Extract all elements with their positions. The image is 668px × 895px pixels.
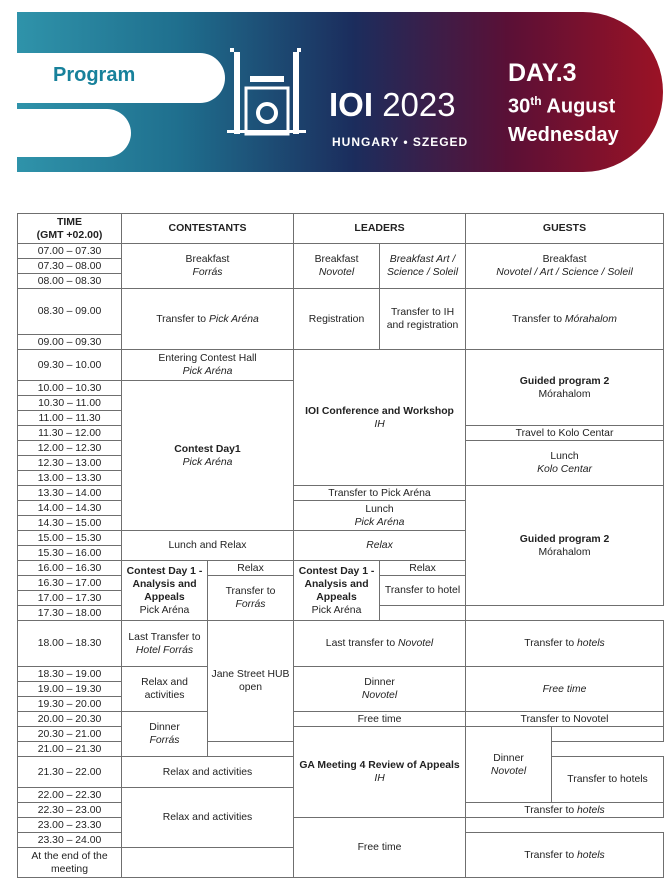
contestants-analysis: Contest Day 1 - Analysis and Appeals Pick Aréna bbox=[122, 561, 208, 621]
header-banner bbox=[17, 12, 663, 172]
day-weekday: Wednesday bbox=[508, 123, 619, 146]
guests-free-time2: Free time bbox=[294, 818, 466, 878]
time-cell: 07.30 – 08.00 bbox=[18, 259, 122, 274]
leaders-transfer-pick: Transfer to Pick Aréna bbox=[294, 486, 466, 501]
guests-lunch: Lunch Kolo Centar bbox=[466, 441, 664, 486]
day-number: DAY.3 bbox=[508, 59, 577, 87]
logo-text: IOI 2023 bbox=[329, 86, 456, 123]
day-date: 30th August bbox=[508, 94, 616, 118]
time-cell: 16.00 – 16.30 bbox=[18, 561, 122, 576]
day-block bbox=[508, 59, 619, 149]
contestants-relax: Relax bbox=[208, 561, 294, 576]
time-cell: 19.30 – 20.00 bbox=[18, 697, 122, 712]
time-cell: 15.00 – 15.30 bbox=[18, 531, 122, 546]
leaders-transfer-hotels: Transfer to hotels bbox=[466, 833, 664, 878]
schedule-table bbox=[17, 213, 664, 878]
time-cell: 15.30 – 16.00 bbox=[18, 546, 122, 561]
time-cell: 09.30 – 10.00 bbox=[18, 350, 122, 381]
time-cell: 12.30 – 13.00 bbox=[18, 456, 122, 471]
leaders-last-transfer: Last transfer to Novotel bbox=[294, 621, 466, 667]
time-cell: 08.30 – 09.00 bbox=[18, 289, 122, 335]
time-cell: 10.00 – 10.30 bbox=[18, 381, 122, 396]
contestants-jane: Jane Street HUB open bbox=[208, 621, 294, 742]
time-cell: 22.00 – 22.30 bbox=[18, 788, 122, 803]
guests-dinner: Dinner Novotel bbox=[466, 727, 552, 803]
time-cell: 09.00 – 09.30 bbox=[18, 335, 122, 350]
contestants-relax-act2: Relax and activities bbox=[122, 757, 294, 788]
contestants-transfer: Transfer to Pick Aréna bbox=[122, 289, 294, 350]
time-cell: 21.00 – 21.30 bbox=[18, 742, 122, 757]
time-cell: 14.30 – 15.00 bbox=[18, 516, 122, 531]
leaders-relax2: Relax bbox=[380, 561, 466, 576]
time-cell: 14.00 – 14.30 bbox=[18, 501, 122, 516]
leaders-transfer-hotel: Transfer to hotel bbox=[380, 576, 466, 606]
guests-header: GUESTS bbox=[466, 214, 664, 244]
end-of-meeting-cell: At the end of the meeting bbox=[18, 848, 122, 878]
time-cell: 17.00 – 17.30 bbox=[18, 591, 122, 606]
time-cell: 22.30 – 23.00 bbox=[18, 803, 122, 818]
leaders-transfer-ih: Transfer to IH and registration bbox=[380, 289, 466, 350]
guests-free-time: Free time bbox=[466, 667, 664, 712]
leaders-dinner: Dinner Novotel bbox=[294, 667, 466, 712]
guests-transfer-hotels3: Transfer to hotels bbox=[466, 803, 664, 818]
contestants-header: CONTESTANTS bbox=[122, 214, 294, 244]
time-cell: 10.30 – 11.00 bbox=[18, 396, 122, 411]
leaders-ga: GA Meeting 4 Review of Appeals IH bbox=[294, 727, 466, 818]
guests-transfer: Transfer to Mórahalom bbox=[466, 289, 664, 350]
contestants-empty bbox=[122, 848, 294, 878]
time-cell: 18.00 – 18.30 bbox=[18, 621, 122, 667]
guests-transfer-novotel: Transfer to Novotel bbox=[466, 712, 664, 727]
time-cell: 23.30 – 24.00 bbox=[18, 833, 122, 848]
contestants-lunch: Lunch and Relax bbox=[122, 531, 294, 561]
leaders-free-time: Free time bbox=[294, 712, 466, 727]
leaders-conference: IOI Conference and Workshop IH bbox=[294, 350, 466, 486]
guests-transfer-hotels2: Transfer to hotels bbox=[552, 757, 664, 803]
leaders-analysis: Contest Day 1 - Analysis and Appeals Pick Aréna bbox=[294, 561, 380, 621]
leaders-header: LEADERS bbox=[294, 214, 466, 244]
time-header: TIME (GMT +02.00) bbox=[18, 214, 122, 244]
contestants-entering: Entering Contest Hall Pick Aréna bbox=[122, 350, 294, 381]
time-cell: 11.30 – 12.00 bbox=[18, 426, 122, 441]
time-cell: 12.00 – 12.30 bbox=[18, 441, 122, 456]
contestants-contest: Contest Day1 Pick Aréna bbox=[122, 381, 294, 531]
leaders-breakfast-art: Breakfast Art / Science / Soleil bbox=[380, 244, 466, 289]
guests-empty-1 bbox=[552, 727, 664, 742]
time-cell: 13.30 – 14.00 bbox=[18, 486, 122, 501]
logo-location: HUNGARY • SZEGED bbox=[332, 135, 469, 149]
time-cell: 19.00 – 19.30 bbox=[18, 682, 122, 697]
leaders-lunch: Lunch Pick Aréna bbox=[294, 501, 466, 531]
contestants-relax-act: Relax and activities bbox=[122, 667, 208, 712]
guests-guided: Guided program 2 Mórahalom bbox=[466, 350, 664, 426]
time-cell: 16.30 – 17.00 bbox=[18, 576, 122, 591]
time-cell: 21.30 – 22.00 bbox=[18, 757, 122, 788]
leaders-breakfast: Breakfast Novotel bbox=[294, 244, 380, 289]
contestants-transfer-forras: Transfer to Forrás bbox=[208, 576, 294, 621]
guests-guided2: Guided program 2 Mórahalom bbox=[466, 486, 664, 606]
guests-breakfast: Breakfast Novotel / Art / Science / Soleil bbox=[466, 244, 664, 289]
time-cell: 20.00 – 20.30 bbox=[18, 712, 122, 727]
leaders-empty bbox=[380, 606, 466, 621]
leaders-relax: Relax bbox=[294, 531, 466, 561]
time-cell: 07.00 – 07.30 bbox=[18, 244, 122, 259]
time-cell: 18.30 – 19.00 bbox=[18, 667, 122, 682]
contestants-relax-act3: Relax and activities bbox=[122, 788, 294, 848]
time-cell: 08.00 – 08.30 bbox=[18, 274, 122, 289]
guests-transfer-hotels: Transfer to hotels bbox=[466, 621, 664, 667]
time-cell: 11.00 – 11.30 bbox=[18, 411, 122, 426]
contestants-dinner: Dinner Forrás bbox=[122, 712, 208, 757]
contestants-last-transfer: Last Transfer to Hotel Forrás bbox=[122, 621, 208, 667]
guests-travel: Travel to Kolo Centar bbox=[466, 426, 664, 441]
contestants-breakfast: Breakfast Forrás bbox=[122, 244, 294, 289]
time-cell: 17.30 – 18.00 bbox=[18, 606, 122, 621]
guests-empty-2 bbox=[208, 742, 294, 757]
program-label: Program bbox=[53, 64, 136, 86]
time-cell: 13.00 – 13.30 bbox=[18, 471, 122, 486]
time-cell: 20.30 – 21.00 bbox=[18, 727, 122, 742]
leaders-registration: Registration bbox=[294, 289, 380, 350]
time-cell: 23.00 – 23.30 bbox=[18, 818, 122, 833]
